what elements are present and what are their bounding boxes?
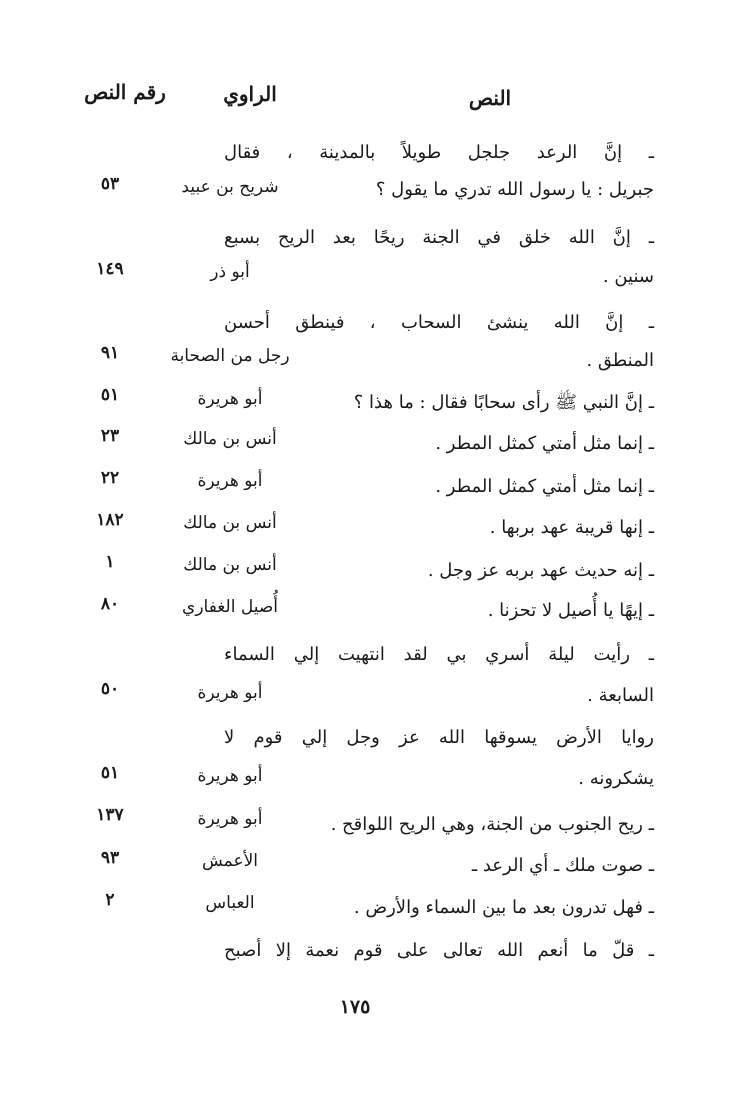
entry-narrator: أبو هريرة <box>197 809 263 829</box>
entry-text-line: ـ ريح الجنوب من الجنة، وهي الريح اللواقح . <box>330 814 654 835</box>
entry-text-line: ـ إنما مثل أمتي كمثل المطر . <box>435 476 654 497</box>
entry-text-line: روايا الأرض يسوقها الله عز وجل إلي قوم لا <box>224 727 654 748</box>
entry-text-line: ـ إنَّ الرعد جلجل طويلاً بالمدينة ، فقال <box>224 142 654 163</box>
entry-narrator: أبو هريرة <box>197 766 263 786</box>
entry-number: ٨٠ <box>100 594 120 614</box>
entry-number: ٥٠ <box>100 679 120 699</box>
entry-narrator: الأعمش <box>201 851 259 871</box>
entry-number: ٩٣ <box>100 848 120 868</box>
entry-text-line: ـ إنها قريبة عهد بربها . <box>489 517 654 538</box>
entry-number: ٢٢ <box>100 468 120 488</box>
entry-narrator: أُصيل الغفاري <box>182 597 278 617</box>
entry-text-line: ـ صوت ملك ـ أي الرعد ـ <box>471 855 654 876</box>
entry-text-line: ـ إنَّ النبي ﷺ رأى سحابًا فقال : ما هذا ؟ <box>353 392 654 413</box>
entry-number: ٩١ <box>100 343 120 363</box>
entry-number: ٥١ <box>100 763 120 783</box>
page-number: ١٧٥ <box>339 996 371 1018</box>
entry-narrator: أبو هريرة <box>197 471 263 491</box>
entry-text-line: المنطق . <box>586 350 654 371</box>
entry-narrator: أبو ذر <box>210 262 250 282</box>
entry-number: ١٣٧ <box>96 805 124 825</box>
entry-narrator: رجل من الصحابة <box>170 346 290 366</box>
entry-narrator: أنس بن مالك <box>183 555 277 575</box>
entry-narrator: أنس بن مالك <box>183 513 277 533</box>
header-narrator-column: الراوي <box>223 82 277 106</box>
entry-narrator: شريح بن عبيد <box>181 177 279 197</box>
entry-number: ١٨٢ <box>96 510 124 530</box>
entry-number: ١٤٩ <box>96 259 124 279</box>
entry-text-line: ـ رأيت ليلة أسري بي لقد انتهيت إلي السماء <box>224 644 654 665</box>
entry-number: ١ <box>105 552 115 572</box>
entry-text-line: ـ إنه حديث عهد بربه عز وجل . <box>427 560 654 581</box>
entry-number: ٥١ <box>100 385 120 405</box>
entry-text-line: جبريل : يا رسول الله تدري ما يقول ؟ <box>375 179 654 200</box>
entry-text-line: السابعة . <box>587 685 654 706</box>
entry-narrator: أنس بن مالك <box>183 429 277 449</box>
entry-text-line: ـ إيهًا يا أُصيل لا تحزنا . <box>487 600 654 621</box>
entry-number: ٢٣ <box>100 426 120 446</box>
header-number-column: رقم النص <box>84 80 166 104</box>
entry-narrator: العباس <box>205 893 255 913</box>
entry-text-line: ـ إنَّ الله ينشئ السحاب ، فينطق أحسن <box>224 312 654 333</box>
entry-text-line: ـ إنَّ الله خلق في الجنة ريحًا بعد الريح بسبع <box>224 227 654 248</box>
entry-narrator: أبو هريرة <box>197 389 263 409</box>
entry-number: ٢ <box>105 890 115 910</box>
entry-text-line: سنين . <box>602 266 654 287</box>
entry-narrator: أبو هريرة <box>197 683 263 703</box>
entry-text-line: يشكرونه . <box>578 768 654 789</box>
entry-number: ٥٣ <box>100 174 120 194</box>
entry-text-line: ـ فهل تدرون بعد ما بين السماء والأرض . <box>353 897 654 918</box>
header-text-column: النص <box>468 86 512 110</box>
entry-text-line: ـ إنما مثل أمتي كمثل المطر . <box>435 433 654 454</box>
entry-text-line: ـ قلّ ما أنعم الله تعالى على قوم نعمة إلا أصبح <box>224 940 654 961</box>
